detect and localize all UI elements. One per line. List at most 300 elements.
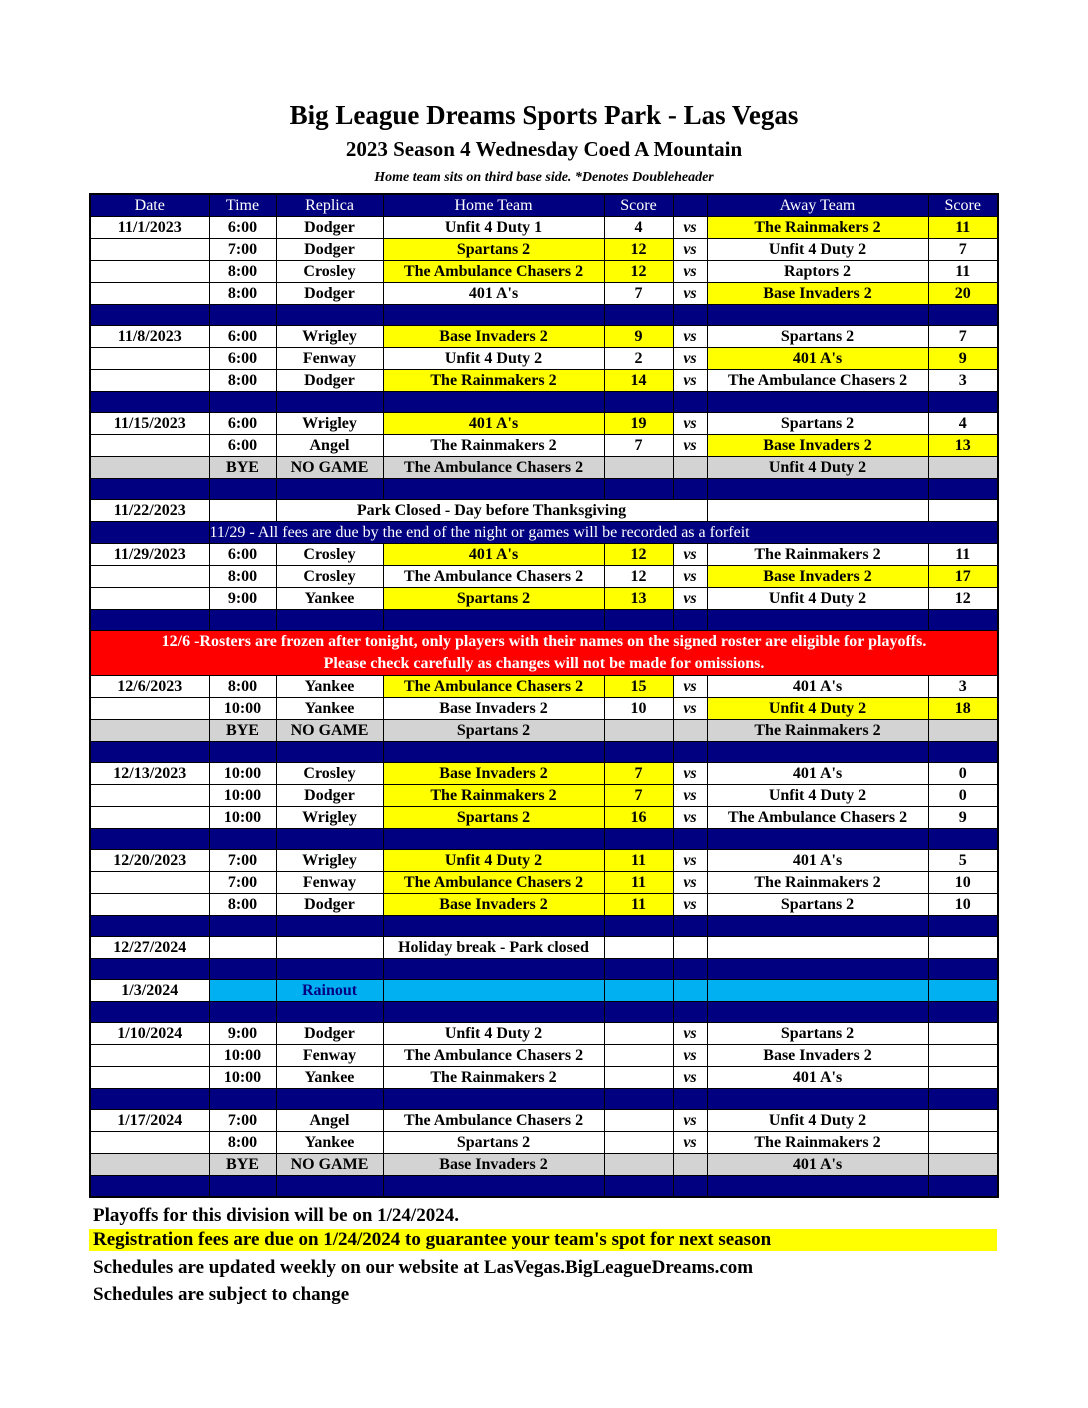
separator-cell <box>209 742 276 763</box>
vs-label: vs <box>673 370 707 392</box>
vs-label: vs <box>673 807 707 829</box>
holiday-blank <box>673 937 707 959</box>
bye-home-team: Spartans 2 <box>383 720 604 742</box>
home-score: 7 <box>604 283 673 305</box>
away-team: The Rainmakers 2 <box>707 544 928 566</box>
separator-cell <box>707 916 928 937</box>
rainout-blank <box>604 980 673 1002</box>
away-team: 401 A's <box>707 676 928 698</box>
away-score: 4 <box>928 413 998 435</box>
separator-cell <box>276 829 383 850</box>
fees-notice-row <box>90 522 998 544</box>
home-score: 19 <box>604 413 673 435</box>
bye-away-score <box>928 1154 998 1176</box>
game-row <box>90 894 998 916</box>
week-separator <box>90 959 998 980</box>
away-score: 7 <box>928 239 998 261</box>
away-team: Base Invaders 2 <box>707 566 928 588</box>
game-row <box>90 413 998 435</box>
bye-label: BYE <box>209 1154 276 1176</box>
vs-label: vs <box>673 435 707 457</box>
bye-row <box>90 457 998 479</box>
bye-home-score <box>604 1154 673 1176</box>
home-score <box>604 1067 673 1089</box>
separator-cell <box>707 479 928 500</box>
home-score: 7 <box>604 435 673 457</box>
bye-vs <box>673 720 707 742</box>
game-time: 10:00 <box>209 763 276 785</box>
away-team: Unfit 4 Duty 2 <box>707 588 928 610</box>
game-time: 8:00 <box>209 283 276 305</box>
week-separator <box>90 392 998 413</box>
separator-cell <box>209 479 276 500</box>
separator-cell <box>707 742 928 763</box>
vs-label: vs <box>673 239 707 261</box>
home-team: The Ambulance Chasers 2 <box>383 261 604 283</box>
game-replica: Dodger <box>276 1023 383 1045</box>
away-team: 401 A's <box>707 763 928 785</box>
bye-away-team: 401 A's <box>707 1154 928 1176</box>
bye-label: BYE <box>209 457 276 479</box>
game-time: 10:00 <box>209 807 276 829</box>
home-team: The Ambulance Chasers 2 <box>383 872 604 894</box>
vs-label: vs <box>673 1045 707 1067</box>
separator-cell <box>383 1002 604 1023</box>
bye-date <box>90 720 209 742</box>
week-separator <box>90 1176 998 1198</box>
game-replica: Yankee <box>276 1067 383 1089</box>
bye-away-team: The Rainmakers 2 <box>707 720 928 742</box>
game-time: 7:00 <box>209 1110 276 1132</box>
game-row <box>90 763 998 785</box>
home-score: 14 <box>604 370 673 392</box>
vs-label: vs <box>673 894 707 916</box>
home-team: Base Invaders 2 <box>383 698 604 720</box>
game-replica: Fenway <box>276 348 383 370</box>
bye-date <box>90 457 209 479</box>
home-team: The Rainmakers 2 <box>383 435 604 457</box>
home-team: Base Invaders 2 <box>383 326 604 348</box>
away-score: 9 <box>928 348 998 370</box>
col-header-time: Time <box>209 194 276 217</box>
vs-label: vs <box>673 413 707 435</box>
vs-label: vs <box>673 283 707 305</box>
away-score: 0 <box>928 763 998 785</box>
game-date <box>90 785 209 807</box>
home-score: 7 <box>604 763 673 785</box>
separator-cell <box>707 305 928 326</box>
away-team: Base Invaders 2 <box>707 283 928 305</box>
home-team: Base Invaders 2 <box>383 763 604 785</box>
separator-cell <box>604 1089 673 1110</box>
game-replica: Crosley <box>276 261 383 283</box>
home-team: Unfit 4 Duty 2 <box>383 348 604 370</box>
home-team: The Ambulance Chasers 2 <box>383 676 604 698</box>
away-score: 12 <box>928 588 998 610</box>
game-date <box>90 588 209 610</box>
holiday-date: 12/27/2024 <box>90 937 209 959</box>
game-row <box>90 283 998 305</box>
col-header-away-score: Score <box>928 194 998 217</box>
closed-blank <box>707 500 928 522</box>
separator-cell <box>673 610 707 631</box>
away-score <box>928 1045 998 1067</box>
away-score: 20 <box>928 283 998 305</box>
park-closed-text: Park Closed - Day before Thanksgiving <box>276 500 707 522</box>
separator-cell <box>209 1089 276 1110</box>
home-score <box>604 1110 673 1132</box>
separator-cell <box>383 610 604 631</box>
separator-cell <box>707 610 928 631</box>
bye-home-team: Base Invaders 2 <box>383 1154 604 1176</box>
rainout-date: 1/3/2024 <box>90 980 209 1002</box>
separator-cell <box>383 392 604 413</box>
away-team: Spartans 2 <box>707 326 928 348</box>
away-team: The Rainmakers 2 <box>707 872 928 894</box>
away-score <box>928 1132 998 1154</box>
separator-cell <box>604 305 673 326</box>
roster-notice-line2: Please check carefully as changes will not be made for omissions. <box>323 655 765 672</box>
separator-cell <box>90 742 209 763</box>
separator-cell <box>209 1176 276 1198</box>
roster-notice-row <box>90 631 998 676</box>
home-score: 16 <box>604 807 673 829</box>
separator-cell <box>276 305 383 326</box>
game-time: 10:00 <box>209 1045 276 1067</box>
game-time: 7:00 <box>209 872 276 894</box>
separator-cell <box>673 916 707 937</box>
separator-cell <box>383 829 604 850</box>
closed-blank <box>928 500 998 522</box>
game-time: 7:00 <box>209 239 276 261</box>
away-team: The Rainmakers 2 <box>707 217 928 239</box>
separator-cell <box>604 742 673 763</box>
away-team: 401 A's <box>707 1067 928 1089</box>
home-team: Spartans 2 <box>383 807 604 829</box>
separator-cell <box>604 959 673 980</box>
separator-cell <box>90 305 209 326</box>
game-time: 9:00 <box>209 588 276 610</box>
home-score: 12 <box>604 239 673 261</box>
home-score: 9 <box>604 326 673 348</box>
vs-label: vs <box>673 785 707 807</box>
holiday-row <box>90 937 998 959</box>
home-team: Unfit 4 Duty 1 <box>383 217 604 239</box>
game-row <box>90 698 998 720</box>
game-time: 8:00 <box>209 566 276 588</box>
separator-cell <box>209 829 276 850</box>
game-replica: Angel <box>276 435 383 457</box>
game-replica: Angel <box>276 1110 383 1132</box>
separator-cell <box>276 610 383 631</box>
game-replica: Dodger <box>276 217 383 239</box>
game-replica: Crosley <box>276 544 383 566</box>
col-header-home-team: Home Team <box>383 194 604 217</box>
home-score <box>604 1045 673 1067</box>
game-time: 8:00 <box>209 1132 276 1154</box>
holiday-blank <box>604 937 673 959</box>
separator-cell <box>209 916 276 937</box>
game-replica: Crosley <box>276 763 383 785</box>
vs-label: vs <box>673 872 707 894</box>
header-row <box>90 194 998 217</box>
separator-cell <box>707 1089 928 1110</box>
game-date: 11/15/2023 <box>90 413 209 435</box>
home-team: The Ambulance Chasers 2 <box>383 1045 604 1067</box>
week-separator <box>90 916 998 937</box>
separator-cell <box>707 392 928 413</box>
week-separator <box>90 610 998 631</box>
game-date: 1/17/2024 <box>90 1110 209 1132</box>
bye-row <box>90 720 998 742</box>
game-time: 6:00 <box>209 435 276 457</box>
game-row <box>90 239 998 261</box>
separator-cell <box>928 305 998 326</box>
week-separator <box>90 1002 998 1023</box>
vs-label: vs <box>673 326 707 348</box>
separator-cell <box>90 959 209 980</box>
vs-label: vs <box>673 544 707 566</box>
bye-away-team: Unfit 4 Duty 2 <box>707 457 928 479</box>
change-note: Schedules are subject to change <box>93 1284 350 1305</box>
game-date <box>90 283 209 305</box>
separator-cell <box>90 1176 209 1198</box>
game-time: 6:00 <box>209 217 276 239</box>
separator-cell <box>707 959 928 980</box>
game-time: 6:00 <box>209 348 276 370</box>
game-time: 10:00 <box>209 698 276 720</box>
game-row <box>90 1132 998 1154</box>
bye-date <box>90 1154 209 1176</box>
separator-cell <box>928 916 998 937</box>
week-separator <box>90 479 998 500</box>
game-row <box>90 261 998 283</box>
game-date: 11/1/2023 <box>90 217 209 239</box>
separator-cell <box>928 610 998 631</box>
vs-label: vs <box>673 763 707 785</box>
separator-cell <box>383 959 604 980</box>
roster-notice <box>90 631 998 676</box>
separator-cell <box>604 479 673 500</box>
home-team: Spartans 2 <box>383 239 604 261</box>
home-score: 12 <box>604 544 673 566</box>
separator-cell <box>928 479 998 500</box>
away-score <box>928 1067 998 1089</box>
separator-cell <box>673 959 707 980</box>
game-date: 11/8/2023 <box>90 326 209 348</box>
separator-cell <box>209 305 276 326</box>
game-row <box>90 217 998 239</box>
separator-cell <box>276 1089 383 1110</box>
home-team: 401 A's <box>383 283 604 305</box>
away-score <box>928 1110 998 1132</box>
separator-cell <box>673 1089 707 1110</box>
game-replica: Dodger <box>276 283 383 305</box>
separator-cell <box>673 305 707 326</box>
away-team: The Ambulance Chasers 2 <box>707 807 928 829</box>
away-team: 401 A's <box>707 850 928 872</box>
separator-cell <box>383 1089 604 1110</box>
away-score: 11 <box>928 261 998 283</box>
game-date <box>90 261 209 283</box>
registration-note: Registration fees are due on 1/24/2024 to guarantee your team's spot for next season <box>89 1229 997 1251</box>
game-row <box>90 370 998 392</box>
separator-cell <box>383 1176 604 1198</box>
away-score: 0 <box>928 785 998 807</box>
vs-label: vs <box>673 348 707 370</box>
park-closed-row <box>90 500 998 522</box>
game-time: 8:00 <box>209 261 276 283</box>
bye-home-score <box>604 457 673 479</box>
holiday-text: Holiday break - Park closed <box>383 937 604 959</box>
game-time: 6:00 <box>209 326 276 348</box>
separator-cell <box>707 829 928 850</box>
game-row <box>90 807 998 829</box>
home-team: The Ambulance Chasers 2 <box>383 566 604 588</box>
separator-cell <box>383 742 604 763</box>
game-row <box>90 1110 998 1132</box>
separator-cell <box>928 1176 998 1198</box>
separator-cell <box>276 392 383 413</box>
separator-cell <box>928 1089 998 1110</box>
rainout-blank <box>383 980 604 1002</box>
separator-cell <box>673 479 707 500</box>
roster-notice-line1: 12/6 -Rosters are frozen after tonight, only players with their names on the signed roster are eligible for playoffs. <box>161 633 927 650</box>
no-game-label: NO GAME <box>276 457 383 479</box>
game-date <box>90 370 209 392</box>
closed-blank <box>209 500 276 522</box>
away-team: Base Invaders 2 <box>707 435 928 457</box>
away-score: 3 <box>928 370 998 392</box>
game-row <box>90 588 998 610</box>
away-team: Spartans 2 <box>707 1023 928 1045</box>
game-date <box>90 807 209 829</box>
away-team: The Rainmakers 2 <box>707 1132 928 1154</box>
away-score: 9 <box>928 807 998 829</box>
game-replica: Wrigley <box>276 850 383 872</box>
home-score: 12 <box>604 261 673 283</box>
away-score: 10 <box>928 872 998 894</box>
holiday-blank <box>209 937 276 959</box>
away-score: 7 <box>928 326 998 348</box>
away-team: 401 A's <box>707 348 928 370</box>
game-replica: Wrigley <box>276 807 383 829</box>
game-date: 1/10/2024 <box>90 1023 209 1045</box>
home-team: The Rainmakers 2 <box>383 785 604 807</box>
separator-cell <box>209 392 276 413</box>
away-score: 18 <box>928 698 998 720</box>
away-team: Unfit 4 Duty 2 <box>707 698 928 720</box>
home-score: 7 <box>604 785 673 807</box>
rainout-row <box>90 980 998 1002</box>
away-team: Unfit 4 Duty 2 <box>707 239 928 261</box>
home-team: The Rainmakers 2 <box>383 1067 604 1089</box>
rainout-blank <box>673 980 707 1002</box>
closed-date: 11/22/2023 <box>90 500 209 522</box>
game-date <box>90 872 209 894</box>
separator-cell <box>604 1176 673 1198</box>
game-row <box>90 566 998 588</box>
game-date <box>90 698 209 720</box>
separator-cell <box>604 610 673 631</box>
rainout-label: Rainout <box>276 980 383 1002</box>
separator-cell <box>90 610 209 631</box>
col-header-vs <box>673 194 707 217</box>
holiday-blank <box>276 937 383 959</box>
separator-cell <box>604 829 673 850</box>
separator-cell <box>90 479 209 500</box>
game-time: 6:00 <box>209 413 276 435</box>
col-header-date: Date <box>90 194 209 217</box>
game-row <box>90 872 998 894</box>
separator-cell <box>276 742 383 763</box>
game-replica: Yankee <box>276 588 383 610</box>
away-score: 11 <box>928 544 998 566</box>
game-date: 12/13/2023 <box>90 763 209 785</box>
home-score: 11 <box>604 872 673 894</box>
col-header-home-score: Score <box>604 194 673 217</box>
game-replica: Yankee <box>276 676 383 698</box>
bye-away-score <box>928 457 998 479</box>
week-separator <box>90 742 998 763</box>
away-team: Unfit 4 Duty 2 <box>707 785 928 807</box>
game-time: 8:00 <box>209 894 276 916</box>
separator-cell <box>928 959 998 980</box>
separator-cell <box>604 392 673 413</box>
separator-cell <box>276 479 383 500</box>
game-row <box>90 1045 998 1067</box>
home-team-note: Home team sits on third base side. *Denotes Doubleheader <box>374 170 714 185</box>
vs-label: vs <box>673 261 707 283</box>
vs-label: vs <box>673 588 707 610</box>
home-team: Spartans 2 <box>383 1132 604 1154</box>
game-date <box>90 435 209 457</box>
separator-cell <box>673 392 707 413</box>
home-score: 13 <box>604 588 673 610</box>
separator-cell <box>90 1089 209 1110</box>
away-score: 17 <box>928 566 998 588</box>
game-row <box>90 544 998 566</box>
game-replica: Crosley <box>276 566 383 588</box>
no-game-label: NO GAME <box>276 720 383 742</box>
separator-cell <box>604 916 673 937</box>
game-replica: Fenway <box>276 872 383 894</box>
game-date: 12/20/2023 <box>90 850 209 872</box>
no-game-label: NO GAME <box>276 1154 383 1176</box>
separator-cell <box>90 829 209 850</box>
vs-label: vs <box>673 1067 707 1089</box>
game-row <box>90 785 998 807</box>
away-team: Spartans 2 <box>707 413 928 435</box>
game-replica: Wrigley <box>276 413 383 435</box>
home-score: 11 <box>604 894 673 916</box>
separator-cell <box>928 1002 998 1023</box>
home-team: 401 A's <box>383 413 604 435</box>
game-row <box>90 1067 998 1089</box>
playoffs-note: Playoffs for this division will be on 1/24/2024. <box>93 1205 459 1226</box>
away-team: Base Invaders 2 <box>707 1045 928 1067</box>
game-row <box>90 348 998 370</box>
game-row <box>90 326 998 348</box>
vs-label: vs <box>673 698 707 720</box>
website-note: Schedules are updated weekly on our website at LasVegas.BigLeagueDreams.com <box>93 1257 754 1278</box>
game-replica: Dodger <box>276 239 383 261</box>
separator-cell <box>707 1002 928 1023</box>
week-separator <box>90 305 998 326</box>
notice-blank <box>90 522 209 544</box>
home-score: 10 <box>604 698 673 720</box>
fees-notice-text: 11/29 - All fees are due by the end of the night or games will be recorded as a forfeit <box>209 522 998 544</box>
